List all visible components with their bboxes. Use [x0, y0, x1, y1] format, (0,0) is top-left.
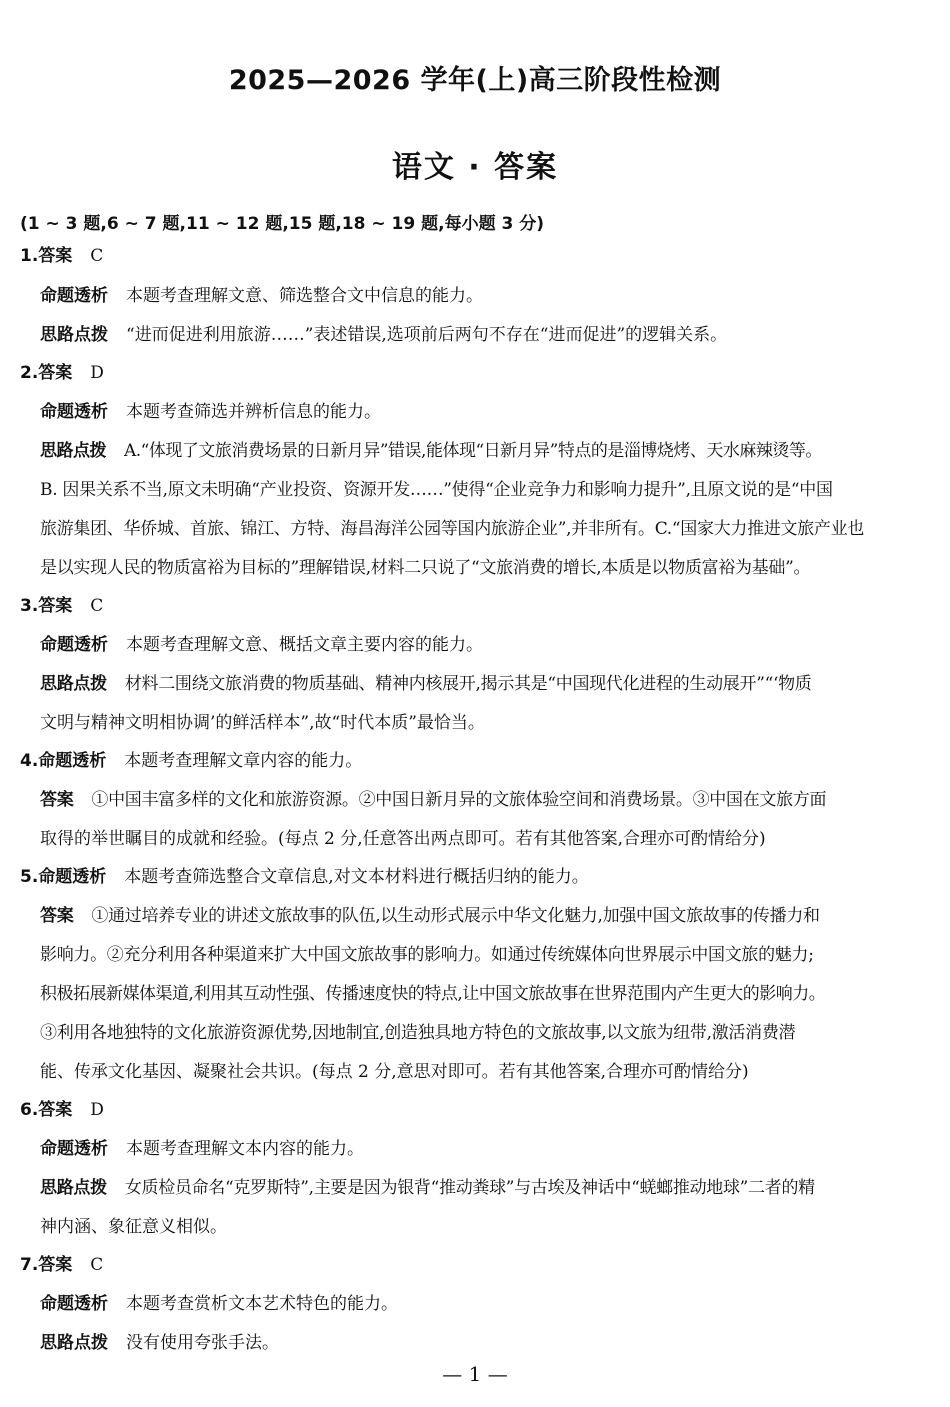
q6-answer-value: D [90, 1100, 104, 1120]
q5-answer-line-1 [40, 902, 820, 930]
q3-analysis-label: 命题透析 [40, 635, 108, 655]
q6-hint-line-2: 神内涵、象征意义相似。 [40, 1217, 227, 1237]
q1-hint-text: “进而促进利用旅游……”表述错误,选项前后两句不存在“进而促进”的逻辑关系。 [126, 325, 728, 345]
q7-hint-line [40, 1329, 279, 1357]
q2-hint-line-4: 是以实现人民的物质富裕为目标的”理解错误,材料二只说了“文旅消费的增长,本质是以物质富裕为基础”。 [40, 558, 811, 578]
q7-hint-text: 没有使用夸张手法。 [126, 1333, 279, 1353]
q5-answer-line-2: 影响力。②充分利用各种渠道来扩大中国文旅故事的影响力。如通过传统媒体向世界展示中国文旅的魅力; [40, 945, 814, 965]
q7-answer-value: C [90, 1255, 104, 1275]
q3-answer-label: 答案 [38, 596, 73, 616]
q2-answer-line [20, 359, 104, 387]
q3-number: 3. [20, 596, 39, 616]
q3-answer-value: C [90, 596, 104, 616]
q4-answer-line-2: 取得的举世瞩目的成就和经验。(每点 2 分,任意答出两点即可。若有其他答案,合理亦可酌情给分) [40, 829, 766, 849]
q2-answer-value: D [90, 363, 104, 383]
q2-analysis-label: 命题透析 [40, 402, 108, 422]
q1-hint-label: 思路点拨 [40, 325, 108, 345]
q3-answer-line [20, 592, 103, 620]
q6-answer-label: 答案 [38, 1100, 73, 1120]
q4-analysis-label: 命题透析 [38, 751, 107, 771]
q5-answer-line-3: 积极拓展新媒体渠道,利用其互动性强、传播速度快的特点,让中国文旅故事在世界范围内产生更大的影响力。 [40, 984, 826, 1004]
q4-analysis-line [20, 747, 362, 775]
q2-answer-label: 答案 [38, 363, 73, 383]
q6-hint-line-1 [40, 1174, 815, 1202]
q1-answer-value: C [90, 246, 104, 266]
q7-hint-label: 思路点拨 [40, 1333, 108, 1353]
q5-analysis-label: 命题透析 [38, 867, 107, 887]
q6-answer-line [20, 1096, 104, 1124]
document-title: 2025—2026 学年(上)高三阶段性检测 [228, 65, 722, 96]
q5-answer-label: 答案 [40, 906, 74, 926]
q1-answer-label: 答案 [38, 246, 73, 266]
q1-analysis-line [40, 282, 483, 310]
q2-hint-line-1 [40, 437, 822, 465]
q3-hint-text-1: 材料二围绕文旅消费的物质基础、精神内核展开,揭示其是“中国现代化进程的生动展开”“‘物质 [124, 674, 812, 694]
q7-analysis-label: 命题透析 [40, 1294, 108, 1314]
q2-analysis-text: 本题考查筛选并辨析信息的能力。 [126, 402, 381, 422]
q2-hint-line-3: 旅游集团、华侨城、首旅、锦江、方特、海昌海洋公园等国内旅游企业”,并非所有。C.“国家大力推进文旅产业也 [40, 519, 864, 539]
q1-number: 1. [20, 246, 39, 266]
q2-analysis-line [40, 398, 381, 426]
q6-hint-label: 思路点拨 [40, 1178, 107, 1198]
q1-analysis-label: 命题透析 [40, 286, 108, 306]
document-subtitle: 语文 · 答案 [391, 150, 559, 185]
q7-answer-label: 答案 [38, 1255, 73, 1275]
q1-analysis-text: 本题考查理解文意、筛选整合文中信息的能力。 [126, 286, 483, 306]
q5-analysis-text: 本题考查筛选整合文章信息,对文本材料进行概括归纳的能力。 [124, 867, 589, 887]
q6-number: 6. [20, 1100, 39, 1120]
q5-answer-text-1: ①通过培养专业的讲述文旅故事的队伍,以生动形式展示中华文化魅力,加强中国文旅故事的传播力和 [91, 906, 820, 926]
q3-hint-line-1 [40, 670, 812, 698]
q2-hint-label: 思路点拨 [40, 441, 106, 461]
q7-number: 7. [20, 1255, 39, 1275]
q6-hint-text-1: 女质检员命名“克罗斯特”,主要是因为银背“推动粪球”与古埃及神话中“蜣螂推动地球”二者的精 [124, 1178, 815, 1198]
q3-analysis-text: 本题考查理解文意、概括文章主要内容的能力。 [126, 635, 483, 655]
q7-analysis-text: 本题考查赏析文本艺术特色的能力。 [126, 1294, 398, 1314]
page-number: — 1 — [442, 1362, 508, 1386]
q3-analysis-line [40, 631, 483, 659]
q4-analysis-text: 本题考查理解文章内容的能力。 [124, 751, 363, 771]
q3-hint-line-2: 文明与精神文明相协调’的鲜活样本”,故“时代本质”最恰当。 [40, 713, 485, 733]
q3-hint-label: 思路点拨 [40, 674, 107, 694]
q5-answer-line-5: 能、传承文化基因、凝聚社会共识。(每点 2 分,意思对即可。若有其他答案,合理亦可酌情给分) [40, 1062, 749, 1082]
q7-analysis-line [40, 1290, 398, 1318]
scoring-note: (1 ~ 3 题,6 ~ 7 题,11 ~ 12 题,15 题,18 ~ 19 题,每小题 3 分) [20, 214, 545, 234]
q4-answer-line-1 [40, 786, 826, 814]
q4-answer-text-1: ①中国丰富多样的文化和旅游资源。②中国日新月异的文旅体验空间和消费场景。③中国在文旅方面 [91, 790, 827, 810]
q1-hint-line [40, 321, 727, 349]
q1-answer-line [20, 242, 103, 270]
q5-analysis-line [20, 863, 589, 891]
q2-hint-line-2: B. 因果关系不当,原文未明确“产业投资、资源开发……”使得“企业竞争力和影响力提升”,且原文说的是“中国 [40, 480, 833, 500]
q2-hint-text-1: A.“体现了文旅消费场景的日新月异”错误,能体现“日新月异”特点的是淄博烧烤、天水麻辣烫等。 [124, 441, 822, 461]
q4-number: 4. [20, 751, 39, 771]
q5-answer-line-4: ③利用各地独特的文化旅游资源优势,因地制宜,创造独具地方特色的文旅故事,以文旅为纽带,激活消费潜 [40, 1023, 796, 1043]
q6-analysis-label: 命题透析 [40, 1139, 108, 1159]
q6-analysis-line [40, 1135, 364, 1163]
q2-number: 2. [20, 363, 39, 383]
q5-number: 5. [20, 867, 39, 887]
q6-analysis-text: 本题考查理解文本内容的能力。 [126, 1139, 364, 1159]
q4-answer-label: 答案 [40, 790, 74, 810]
q7-answer-line [20, 1251, 103, 1279]
